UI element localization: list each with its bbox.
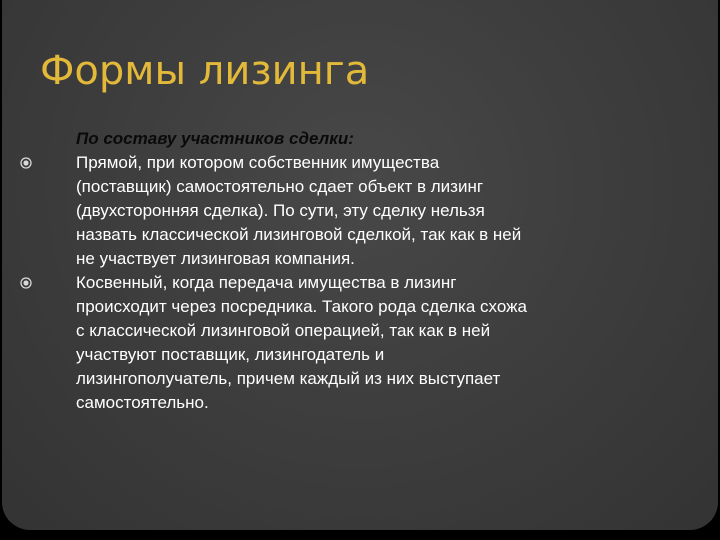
list-item-line: самостоятельно. xyxy=(76,393,209,412)
list-item-line: происходит через посредника. Такого рода сделка схожа xyxy=(76,297,527,316)
slide-body xyxy=(20,127,620,415)
list-item-line: назвать классической лизинговой сделкой, так как в ней xyxy=(76,225,522,244)
list-item-line: Прямой, при котором собственник имущества xyxy=(76,153,440,172)
circle-bullet-icon xyxy=(20,157,32,169)
list-item xyxy=(20,151,620,271)
list-item-line: (поставщик) самостоятельно сдает объект в лизинг xyxy=(76,177,484,196)
list-item-line: лизингополучатель, причем каждый из них выступает xyxy=(76,369,501,388)
slide-title: Формы лизинга xyxy=(40,48,370,94)
circle-bullet-icon xyxy=(20,277,32,289)
list-item-line: не участвует лизинговая компания. xyxy=(76,249,355,268)
subheading: По составу участников сделки: xyxy=(76,129,354,148)
list-item-line: с классической лизинговой операцией, так как в ней xyxy=(76,321,491,340)
list-item-line: участвуют поставщик, лизингодатель и xyxy=(76,345,385,364)
list-item xyxy=(20,271,620,415)
list-item-line: Косвенный, когда передача имущества в лизинг xyxy=(76,273,457,292)
list-item-line: (двухсторонняя сделка). По сути, эту сделку нельзя xyxy=(76,201,485,220)
